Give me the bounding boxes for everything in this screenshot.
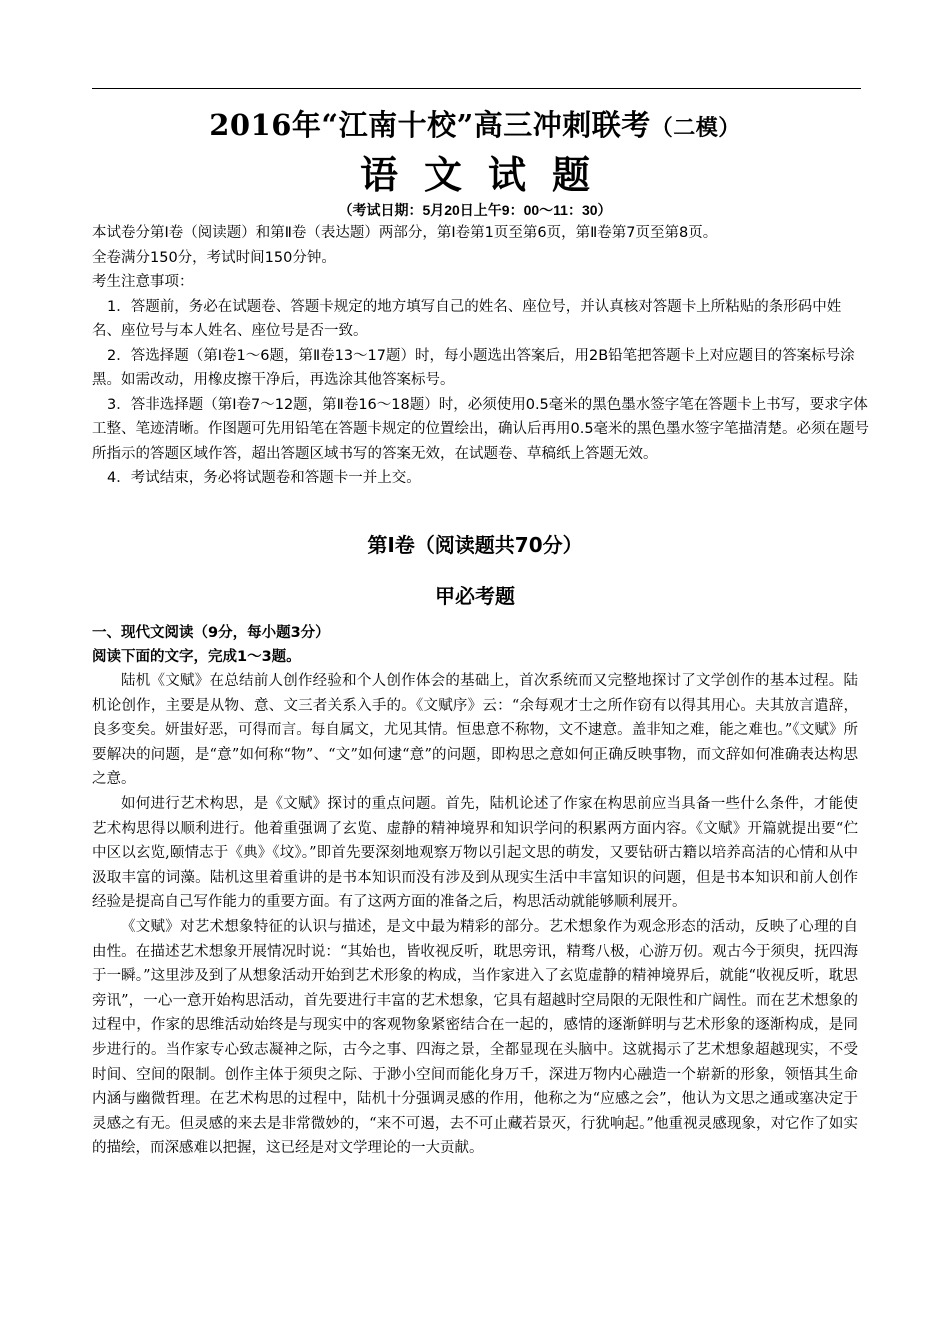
notice-item: 2．答选择题（第Ⅰ卷1～6题，第Ⅱ卷13～17题）时，每小题选出答案后，用2B铅笔把答题卡上对应题目的答案标号涂黑。如需改动，用橡皮擦干净后，再选涂其他答案标号。	[92, 347, 855, 388]
notice-item: 1．答题前，务必在试题卷、答题卡规定的地方填写自己的姓名、座位号，并认真核对答题卡上所粘贴的条形码中姓名、座位号与本人姓名、座位号是否一致。	[92, 298, 842, 339]
exam-title-sub: （二模）	[650, 115, 741, 141]
subject-title: 语文试题	[359, 152, 616, 197]
notice-intro-1: 本试卷分第Ⅰ卷（阅读题）和第Ⅱ卷（表达题）两部分，第Ⅰ卷第1页至第6页，第Ⅱ卷第7页至第8页。	[92, 225, 718, 241]
exam-notice	[92, 221, 870, 491]
passage-paragraph: 陆机《文赋》在总结前人创作经验和个人创作体会的基础上，首次系统而又完整地探讨了文学创作的基本过程。陆机论创作，主要是从物、意、文三者关系入手的。《文赋序》云：“余每观才士之所作窃有以得其用心。夫其放言遣辞，良多变矣。妍蚩好恶，可得而言。每自属文，尤见其情。恒患意不称物，文不逮意。盖非知之难，能之难也。”《文赋》所要解决的问题，是“意”如何称“物”、“文”如何逮“意”的问题，即构思之意如何正确反映事物，而文辞如何准确表达构思之意。	[92, 673, 858, 788]
exam-title-main: 2016年“江南十校”高三冲刺联考	[209, 108, 651, 142]
exam-date: （考试日期：5月20日上午9：00～11：30）	[338, 202, 612, 218]
passage-paragraph: 如何进行艺术构思，是《文赋》探讨的重点问题。首先，陆机论述了作家在构思前应当具备一些什么条件，才能使艺术构思得以顺利进行。他着重强调了玄览、虚静的精神境界和知识学问的积累两方面内容。《文赋》开篇就提出要“伫中区以玄览,颐情志于《典》《坟》。”即首先要深刻地观察万物以引起文思的萌发，又要钻研古籍以培养高洁的心情和从中汲取丰富的词藻。陆机这里着重讲的是书本知识而没有涉及到从现实生活中丰富知识的问题，但是书本知识和前人创作经验是提高自己写作能力的重要方面。有了这两方面的准备之后，构思活动就能够顺利展开。	[92, 795, 858, 911]
section-subtitle: 甲必考题	[435, 584, 515, 608]
notice-heading: 考生注意事项：	[92, 274, 194, 290]
section-title: 第Ⅰ卷（阅读题共70分）	[367, 533, 583, 557]
notice-item: 3．答非选择题（第Ⅰ卷7～12题，第Ⅱ卷16～18题）时，必须使用0.5毫米的黑色墨水签字笔在答题卡上书写，要求字体工整、笔迹清晰。作图题可先用铅笔在答题卡规定的位置绘出，确认后再用0.5毫米的黑色墨水签字笔描清楚。必须在题号所指示的答题区域作答，超出答题区域书写的答案无效，在试题卷、草稿纸上答题无效。	[92, 396, 870, 462]
notice-item: 4．考试结束，务必将试题卷和答题卡一并上交。	[107, 470, 421, 486]
question-heading: 一、现代文阅读（9分，每小题3分）	[92, 625, 330, 641]
passage-paragraph: 《文赋》对艺术想象特征的认识与描述，是文中最为精彩的部分。艺术想象作为观念形态的活动，反映了心理的自由性。在描述艺术想象开展情况时说：“其始也，皆收视反听，耽思旁讯，精骛八极，心游万仞。观古今于须臾，抚四海于一瞬。”这里涉及到了从想象活动开始到艺术形象的构成，当作家进入了玄览虚静的精神境界后，就能“收视反听，耽思旁讯”，一心一意开始构思活动，首先要进行丰富的艺术想象，它具有超越时空局限的无限性和广阔性。而在艺术想象的过程中，作家的思维活动始终是与现实中的客观物象紧密结合在一起的，感情的逐渐鲜明与艺术形象的逐渐构成，是同步进行的。当作家专心致志凝神之际，古今之事、四海之景，全都显现在头脑中。这就揭示了艺术想象超越现实，不受时间、空间的限制。创作主体于须臾之际、于渺小空间而能化身万千，深进万物内心融造一个崭新的形象，领悟其生命内涵与幽微哲理。在艺术构思的过程中，陆机十分强调灵感的作用，他称之为“应感之会”，他认为文思之通或塞决定于灵感之有无。但灵感的来去是非常微妙的，“来不可遏，去不可止藏若景灭，行犹响起。”他重视灵感现象，对它作了如实的描绘，而深感难以把握，这已经是对文学理论的一大贡献。	[92, 918, 858, 1157]
exam-title	[0, 104, 950, 149]
notice-intro-2: 全卷满分150分，考试时间150分钟。	[92, 249, 336, 266]
question-instruction: 阅读下面的文字，完成1～3题。	[92, 649, 301, 665]
reading-passage	[92, 669, 858, 1161]
header-rule	[92, 88, 861, 89]
